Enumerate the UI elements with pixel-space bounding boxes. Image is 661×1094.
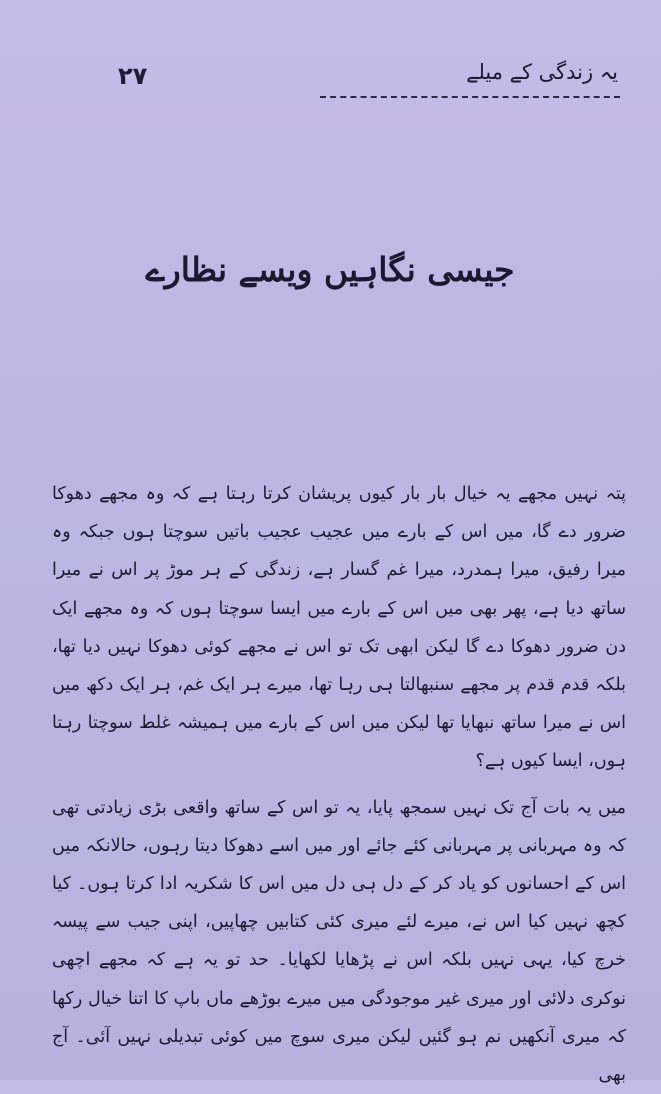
page-header — [110, 52, 630, 102]
paragraph-1: پتہ نہیں مجھے یہ خیال بار بار کیوں پریشان کرتا رہتا ہے کہ وہ مجھے دھوکا ضرور دے گا، میں اس کے بارے میں عجیب عجیب باتیں سوچتا ہوں جبکہ وہ میرا رفیق، میرا ہمدرد، میرا غم گسار ہے، زندگی کے ہر موڑ پر اس نے میرا ساتھ دیا ہے، پھر بھی میں اس کے بارے میں ایسا سوچتا ہوں کہ وہ مجھے ایک دن ضرور دھوکا دے گا لیکن ابھی تک تو اس نے مجھے کوئی دھوکا نہیں دیا تھا، بلکہ قدم قدم پر مجھے سنبھالتا ہی رہا تھا، میرے ہر ایک غم، ہر ایک دکھ میں اس نے میرا ساتھ نبھایا تھا لیکن میں اس کے بارے میں ہمیشہ غلط سوچتا رہتا ہوں، ایسا کیوں ہے؟ — [52, 484, 626, 772]
page-number: ۲۷ — [118, 62, 148, 90]
header-dashed-rule — [320, 96, 620, 98]
paragraph-2: میں یہ بات آج تک نہیں سمجھ پایا، یہ تو اس کے ساتھ واقعی بڑی زیادتی تھی کہ وہ مہربانی پر مہربانی کئے جائے اور میں اسے دھوکا دیتا رہوں، حالانکہ میں اس کے احسانوں کو یاد کر کے دل ہی دل میں اس کا شکریہ ادا کرتا ہوں۔ کیا کچھ نہیں کیا اس نے، میرے لئے میری کئی کتابیں چھاپیں، اپنی جیب سے پیسہ خرچ کیا، یہی نہیں بلکہ اس نے پڑھایا لکھایا۔ حد تو یہ ہے کہ مجھے اچھی نوکری دلائی اور میری غیر موجودگی میں میرے بوڑھے ماں باپ کا اتنا خیال رکھا کہ میری آنکھیں نم ہو گئیں لیکن میری سوچ میں کوئی تبدیلی نہیں آئی۔ آج بھی — [52, 797, 626, 1086]
body-text — [52, 475, 626, 1094]
chapter-title: جیسی نگاہیں ویسے نظارے — [145, 250, 515, 289]
running-title: یہ زندگی کے میلے — [466, 60, 618, 84]
